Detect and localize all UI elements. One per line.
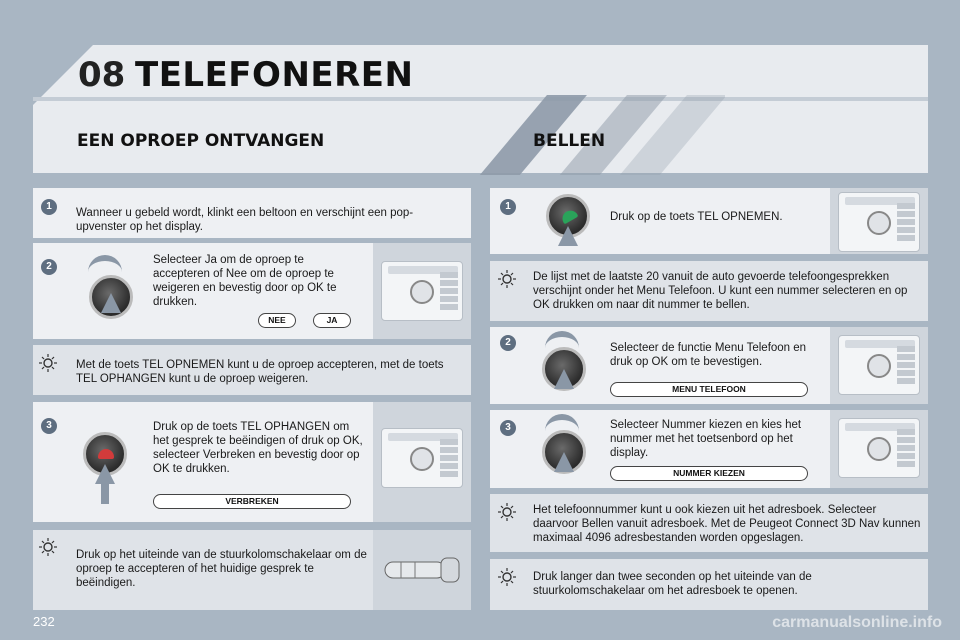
right-step3-text: Selecteer Nummer kiezen en kies het nummer met het toetsenbord op het display. <box>610 419 802 459</box>
left-tip2-panel <box>33 530 471 610</box>
right-tip2-text: Het telefoonnummer kunt u ook kiezen uit het adresboek. Selecteer daarvoor Bellen vanuit adresboek. Met de Peugeot Connect 3D Nav kunnen maximaal 4096 adresbestanden worden opgeslagen. <box>533 504 921 544</box>
stalk-image-area <box>373 530 471 610</box>
right-step2-text: Selecteer de functie Menu Telefoon en druk op OK om te bevestigen. <box>610 342 807 368</box>
nee-button[interactable]: NEE <box>258 313 296 328</box>
right-tip2-panel <box>490 494 928 552</box>
ja-button[interactable]: JA <box>313 313 351 328</box>
page-number: 232 <box>33 614 55 629</box>
console-image-area <box>830 188 928 254</box>
left-step2-panel <box>33 243 471 339</box>
right-tip1-text: De lijst met de laatste 20 vanuit de auto gevoerde telefoongesprekken verschijnt onder het Menu Telefoon. U kunt een nummer selecteren en op OK drukken om naar dit nummer te bellen. <box>533 271 908 311</box>
push-arrow-icon <box>554 452 574 472</box>
left-tip2-text: Druk op het uiteinde van de stuurkolomschakelaar om de oproep te accepteren of het huidige gesprek te beëindigen. <box>76 549 367 589</box>
lightbulb-tip-icon <box>498 568 516 586</box>
step-badge: 1 <box>500 199 516 215</box>
left-tip1-text: Met de toets TEL OPNEMEN kunt u de oproep accepteren, met de toets TEL OPHANGEN kunt u de oproep weigeren. <box>76 359 444 385</box>
left-step3-panel <box>33 402 471 522</box>
lightbulb-tip-icon <box>39 354 57 372</box>
left-step3-text: Druk op de toets TEL OPHANGEN om het gesprek te beëindigen of druk op OK, selecteer Verbreken en bevestig door op OK te drukken. <box>153 421 363 475</box>
step-badge: 1 <box>41 199 57 215</box>
step-badge: 3 <box>41 418 57 434</box>
right-step2-panel <box>490 327 928 404</box>
watermark: carmanualsonline.info <box>772 614 942 631</box>
console-image-area <box>373 243 471 339</box>
console-image-area <box>830 327 928 404</box>
left-tip1-panel <box>33 345 471 395</box>
nummer-kiezen-button[interactable]: NUMMER KIEZEN <box>610 466 808 481</box>
push-arrow-icon <box>95 464 115 484</box>
step-badge: 2 <box>500 335 516 351</box>
push-arrow-icon <box>558 226 578 246</box>
right-step3-panel <box>490 410 928 488</box>
right-tip3-text: Druk langer dan twee seconden op het uiteinde van de stuurkolomschakelaar om het adresboek te openen. <box>533 571 812 597</box>
section-title-call: BELLEN <box>533 131 606 151</box>
step-badge: 3 <box>500 420 516 436</box>
push-arrow-stem <box>101 482 109 504</box>
push-arrow-icon <box>554 369 574 389</box>
right-step1-text: Druk op de toets TEL OPNEMEN. <box>610 211 783 223</box>
console-image-area <box>373 402 471 522</box>
section-title-receive: EEN OPROEP ONTVANGEN <box>77 131 325 151</box>
audio-console-icon <box>838 192 920 252</box>
right-tip3-panel <box>490 559 928 610</box>
audio-console-icon <box>838 335 920 395</box>
lightbulb-tip-icon <box>39 538 57 556</box>
push-arrow-icon <box>101 293 121 313</box>
right-tip1-panel <box>490 261 928 321</box>
step-badge: 2 <box>41 259 57 275</box>
chapter-number: 08 <box>78 55 126 95</box>
rotate-arrow-icon <box>88 255 122 273</box>
left-step2-text: Selecteer Ja om de oproep te accepteren of Nee om de oproep te weigeren en bevestig door op OK te drukken. <box>153 254 337 308</box>
right-step1-panel <box>490 188 928 254</box>
audio-console-icon <box>381 261 463 321</box>
left-step1-text: Wanneer u gebeld wordt, klinkt een beltoon en verschijnt een pop-upvenster op het display. <box>76 207 414 233</box>
verbreken-button[interactable]: VERBREKEN <box>153 494 351 509</box>
audio-console-icon <box>381 428 463 488</box>
audio-console-icon <box>838 418 920 478</box>
lightbulb-tip-icon <box>498 270 516 288</box>
console-image-area <box>830 410 928 488</box>
left-step1-panel <box>33 188 471 238</box>
steering-column-stalk-icon <box>381 540 463 600</box>
lightbulb-tip-icon <box>498 503 516 521</box>
menu-telefoon-button[interactable]: MENU TELEFOON <box>610 382 808 397</box>
chapter-title: TELEFONEREN <box>135 55 414 95</box>
